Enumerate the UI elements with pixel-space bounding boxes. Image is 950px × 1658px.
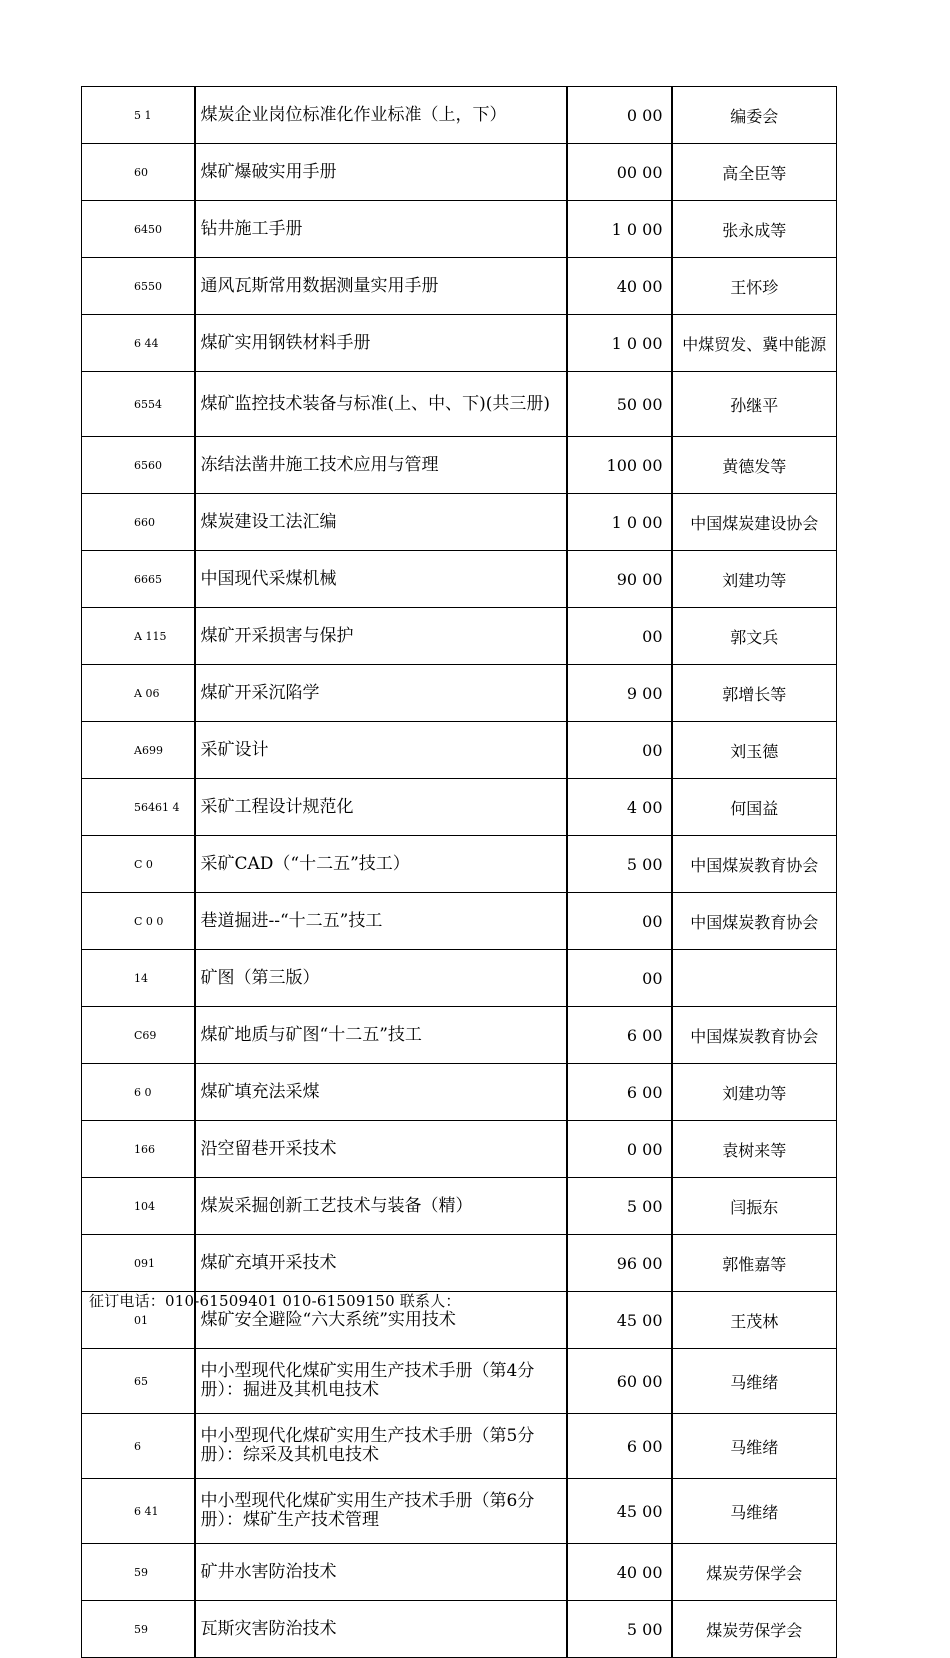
table-row [82,494,837,551]
book-code: 6665 [82,551,195,608]
book-title: 煤矿安全避险“六大系统”实用技术 [195,1292,567,1349]
book-title: 煤炭企业岗位标准化作业标准（上，下） [195,87,567,144]
book-title: 冻结法凿井施工技术应用与管理 [195,437,567,494]
book-title: 煤炭建设工法汇编 [195,494,567,551]
book-price: 1 0 00 [567,315,672,372]
book-price: 6 00 [567,1064,672,1121]
book-title: 矿井水害防治技术 [195,1544,567,1601]
table-row [82,836,837,893]
book-code: 6 44 [82,315,195,372]
book-title: 沿空留巷开采技术 [195,1121,567,1178]
table-row [82,1479,837,1544]
table-row [82,608,837,665]
book-title: 中小型现代化煤矿实用生产技术手册（第6分册）：煤矿生产技术管理 [195,1479,567,1544]
book-author: 煤炭劳保学会 [672,1601,837,1658]
book-code: 60 [82,144,195,201]
book-price: 96 00 [567,1235,672,1292]
book-code: 59 [82,1601,195,1658]
book-price: 00 [567,608,672,665]
book-author: 煤炭劳保学会 [672,1544,837,1601]
book-author: 郭增长等 [672,665,837,722]
book-code: 166 [82,1121,195,1178]
book-title: 采矿CAD（“十二五”技工） [195,836,567,893]
table-row [82,779,837,836]
book-code: 5 1 [82,87,195,144]
book-author: 刘建功等 [672,551,837,608]
table-row [82,722,837,779]
table-row [82,1007,837,1064]
book-author: 编委会 [672,87,837,144]
book-title: 煤矿开采沉陷学 [195,665,567,722]
book-author: 闫振东 [672,1178,837,1235]
book-author: 刘玉德 [672,722,837,779]
book-code: 6 0 [82,1064,195,1121]
book-code: A699 [82,722,195,779]
book-code: A 06 [82,665,195,722]
table-row [82,437,837,494]
book-code: 104 [82,1178,195,1235]
book-code: 56461 4 [82,779,195,836]
table-row [82,665,837,722]
book-code: C 0 [82,836,195,893]
book-title: 煤矿实用钢铁材料手册 [195,315,567,372]
table-row [82,372,837,437]
book-code: C69 [82,1007,195,1064]
table-row [82,201,837,258]
book-price: 1 0 00 [567,494,672,551]
table-row [82,1349,837,1414]
book-price: 9 00 [567,665,672,722]
book-price: 0 00 [567,87,672,144]
book-author: 中国煤炭教育协会 [672,1007,837,1064]
book-price: 5 00 [567,1601,672,1658]
book-code: 59 [82,1544,195,1601]
book-price: 4 00 [567,779,672,836]
book-price: 45 00 [567,1479,672,1544]
book-title: 煤矿爆破实用手册 [195,144,567,201]
book-author: 郭惟嘉等 [672,1235,837,1292]
book-price: 45 00 [567,1292,672,1349]
book-author: 中国煤炭建设协会 [672,494,837,551]
table-row [82,551,837,608]
book-code: 6560 [82,437,195,494]
book-title: 煤矿地质与矿图“十二五”技工 [195,1007,567,1064]
book-title: 中国现代采煤机械 [195,551,567,608]
book-title: 巷道掘进--“十二五”技工 [195,893,567,950]
table-row [82,1178,837,1235]
book-price: 60 00 [567,1349,672,1414]
book-title: 采矿工程设计规范化 [195,779,567,836]
book-code: 091 [82,1235,195,1292]
table-row [82,1121,837,1178]
book-title: 煤矿充填开采技术 [195,1235,567,1292]
book-author: 高全臣等 [672,144,837,201]
book-author: 中煤贸发、冀中能源 [672,315,837,372]
book-price: 6 00 [567,1007,672,1064]
table-row [82,258,837,315]
book-title: 煤矿填充法采煤 [195,1064,567,1121]
book-author: 袁树来等 [672,1121,837,1178]
book-title: 瓦斯灾害防治技术 [195,1601,567,1658]
book-price: 0 00 [567,1121,672,1178]
book-author: 郭文兵 [672,608,837,665]
book-title: 采矿设计 [195,722,567,779]
book-author: 王怀珍 [672,258,837,315]
book-price: 50 00 [567,372,672,437]
book-title: 矿图（第三版） [195,950,567,1007]
book-title: 中小型现代化煤矿实用生产技术手册（第4分册）：掘进及其机电技术 [195,1349,567,1414]
table-row [82,950,837,1007]
table-row [82,315,837,372]
book-code: 6554 [82,372,195,437]
book-price: 1 0 00 [567,201,672,258]
book-title: 中小型现代化煤矿实用生产技术手册（第5分册）：综采及其机电技术 [195,1414,567,1479]
book-price: 00 [567,893,672,950]
book-price: 5 00 [567,1178,672,1235]
table-row [82,1064,837,1121]
book-title: 钻井施工手册 [195,201,567,258]
book-price: 6 00 [567,1414,672,1479]
book-price: 00 00 [567,144,672,201]
book-price: 00 [567,722,672,779]
book-price: 90 00 [567,551,672,608]
table-row [82,1544,837,1601]
book-code: 01 [82,1292,195,1349]
book-code: 6 41 [82,1479,195,1544]
book-title: 通风瓦斯常用数据测量实用手册 [195,258,567,315]
book-code: C 0 0 [82,893,195,950]
book-price: 40 00 [567,258,672,315]
book-title: 煤矿开采损害与保护 [195,608,567,665]
book-author: 张永成等 [672,201,837,258]
table-row [82,1414,837,1479]
book-author: 马维绪 [672,1414,837,1479]
book-author: 马维绪 [672,1479,837,1544]
book-code: 6550 [82,258,195,315]
book-price: 00 [567,950,672,1007]
book-code: 660 [82,494,195,551]
book-table [81,86,837,1658]
book-code: A 115 [82,608,195,665]
book-author: 孙继平 [672,372,837,437]
book-code: 6 [82,1414,195,1479]
book-author: 黄德发等 [672,437,837,494]
table-row [82,87,837,144]
book-author: 中国煤炭教育协会 [672,836,837,893]
table-row [82,893,837,950]
book-author [672,950,837,1007]
table-row [82,1601,837,1658]
book-code: 14 [82,950,195,1007]
book-author: 中国煤炭教育协会 [672,893,837,950]
table-row [82,1235,837,1292]
book-author: 王茂林 [672,1292,837,1349]
book-code: 6450 [82,201,195,258]
book-price: 40 00 [567,1544,672,1601]
book-author: 刘建功等 [672,1064,837,1121]
book-author: 何国益 [672,779,837,836]
book-author: 马维绪 [672,1349,837,1414]
book-title: 煤炭采掘创新工艺技术与装备（精） [195,1178,567,1235]
book-code: 65 [82,1349,195,1414]
table-row [82,144,837,201]
footer-contact: 征订电话：010-61509401 010-61509150 联系人： [89,1292,461,1310]
book-title: 煤矿监控技术装备与标准(上、中、下)(共三册) [195,372,567,437]
book-price: 100 00 [567,437,672,494]
book-price: 5 00 [567,836,672,893]
